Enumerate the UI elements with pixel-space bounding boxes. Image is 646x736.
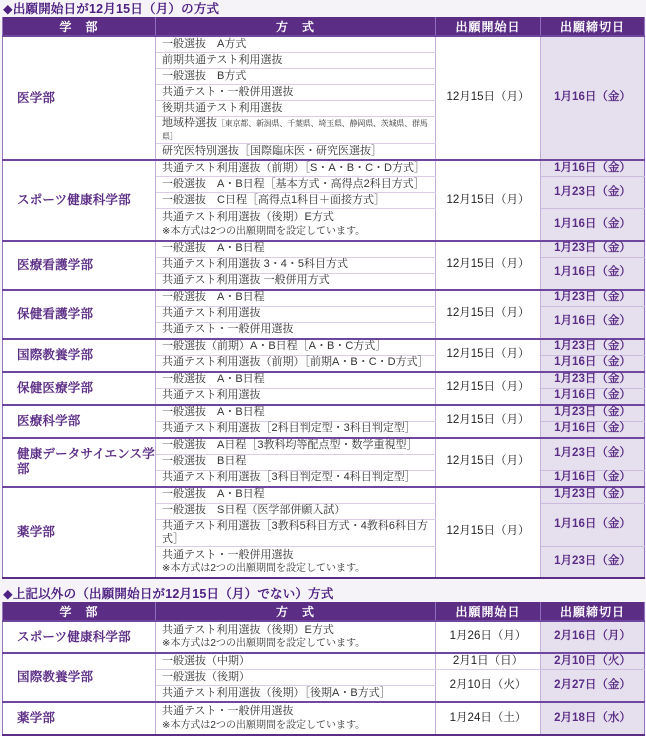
col-header-deadline: 出願締切日: [541, 602, 645, 621]
table-row: [3, 621, 645, 653]
schedule-table-2: [2, 602, 645, 735]
faculty-cell: 保健医療学部: [3, 372, 156, 405]
table-row: [3, 241, 645, 258]
method-cell: 共通テスト利用選抜［3科目判定型・4科目判定型］: [156, 470, 436, 487]
table-row: [3, 290, 645, 307]
table-row: [3, 438, 645, 455]
method-cell: 共通テスト利用選抜（後期）［後期A・B方式］: [156, 686, 436, 703]
deadline-cell: 1月16日（金）: [541, 160, 645, 177]
method-label: 地域枠選抜: [162, 117, 217, 129]
table-row: [3, 160, 645, 177]
method-note: ※本方式は2つの出願期間を設定しています。: [162, 719, 366, 731]
method-label: 共通テスト利用選抜（後期）E方式: [162, 211, 334, 224]
method-cell: 共通テスト利用選抜（前期）［前期A・B・C・D方式］: [156, 355, 436, 372]
deadline-cell: 2月18日（水）: [541, 702, 645, 734]
method-note: ※本方式は2つの出願期間を設定しています。: [162, 638, 366, 650]
method-cell: 共通テスト利用選抜 3・4・5科目方式: [156, 257, 436, 273]
start-date-cell: 1月26日（月）: [436, 621, 541, 653]
table1-header-row: [3, 17, 645, 36]
col-header-deadline: 出願締切日: [541, 17, 645, 36]
method-label: 共通テスト・一般併用選抜: [162, 548, 294, 561]
col-header-method: 方 式: [156, 17, 436, 36]
deadline-cell: 1月23日（金）: [541, 241, 645, 258]
start-date-cell: 12月15日（月）: [436, 372, 541, 405]
table-row: [3, 36, 645, 53]
faculty-cell: 医学部: [3, 36, 156, 160]
deadline-cell: 1月16日（金）: [541, 470, 645, 487]
method-cell: 共通テスト利用選抜 一般併用方式: [156, 273, 436, 290]
method-cell: 前期共通テスト利用選抜: [156, 53, 436, 69]
method-cell: 一般選抜 A・B日程: [156, 487, 436, 504]
method-cell: [156, 621, 436, 653]
start-date-cell: 12月15日（月）: [436, 405, 541, 438]
start-date-cell: 12月15日（月）: [436, 487, 541, 579]
deadline-cell: 1月16日（金）: [541, 257, 645, 290]
deadline-cell: 2月27日（金）: [541, 670, 645, 703]
method-cell: 一般選抜 A日程［3教科均等配点型・数学重視型］: [156, 438, 436, 455]
col-header-method: 方 式: [156, 602, 436, 621]
start-date-cell: 12月15日（月）: [436, 339, 541, 372]
faculty-cell: スポーツ健康科学部: [3, 160, 156, 240]
section2-title: ◆上記以外の（出願開始日が12月15日（月）でない）方式: [3, 587, 334, 602]
method-cell: 共通テスト利用選抜［2科目判定型・3科目判定型］: [156, 421, 436, 438]
start-date-cell: 12月15日（月）: [436, 36, 541, 160]
deadline-cell: 1月23日（金）: [541, 339, 645, 356]
deadline-cell: 1月16日（金）: [541, 503, 645, 546]
method-cell: 共通テスト利用選抜［3教科5科目方式・4教科6科目方式］: [156, 519, 436, 546]
faculty-cell: 医療科学部: [3, 405, 156, 438]
section1-title: ◆出願開始日が12月15日（月）の方式: [3, 2, 220, 16]
faculty-cell: 健康データサイエンス学部: [3, 438, 156, 487]
method-detail: ［東京都、新潟県、千葉県、埼玉県、静岡県、茨城県、群馬県］: [162, 119, 428, 142]
method-cell: 共通テスト利用選抜: [156, 306, 436, 322]
deadline-cell: 1月23日（金）: [541, 372, 645, 389]
deadline-cell: 1月23日（金）: [541, 487, 645, 504]
method-cell: 一般選抜 A方式: [156, 36, 436, 53]
deadline-cell: 1月16日（金）: [541, 355, 645, 372]
start-date-cell: 2月10日（火）: [436, 670, 541, 703]
deadline-cell: 1月23日（金）: [541, 177, 645, 209]
method-cell: 共通テスト・一般併用選抜: [156, 85, 436, 101]
table-row: [3, 653, 645, 670]
method-cell: [156, 209, 436, 241]
table2-header-row: [3, 602, 645, 621]
method-cell: 一般選抜（前期）A・B日程［A・B・C方式］: [156, 339, 436, 356]
method-cell: 一般選抜（後期）: [156, 670, 436, 686]
deadline-cell: 2月16日（月）: [541, 621, 645, 653]
faculty-cell: 医療看護学部: [3, 241, 156, 290]
deadline-cell: 1月16日（金）: [541, 36, 645, 160]
col-header-start: 出願開始日: [436, 602, 541, 621]
start-date-cell: 12月15日（月）: [436, 290, 541, 339]
table-row: [3, 702, 645, 734]
deadline-cell: 1月23日（金）: [541, 405, 645, 422]
method-cell: 共通テスト利用選抜（前期）［S・A・B・C・D方式］: [156, 160, 436, 177]
method-cell: [156, 546, 436, 578]
deadline-cell: 1月23日（金）: [541, 438, 645, 471]
faculty-cell: スポーツ健康科学部: [3, 621, 156, 653]
deadline-cell: 1月16日（金）: [541, 388, 645, 405]
start-date-cell: 2月1日（日）: [436, 653, 541, 670]
method-cell: [156, 117, 436, 144]
method-cell: [156, 702, 436, 734]
faculty-cell: 保健看護学部: [3, 290, 156, 339]
method-cell: 一般選抜 A・B日程: [156, 241, 436, 258]
method-cell: 一般選抜 S日程（医学部併願入試）: [156, 503, 436, 519]
table-row: [3, 339, 645, 356]
start-date-cell: 12月15日（月）: [436, 241, 541, 290]
deadline-cell: 1月16日（金）: [541, 421, 645, 438]
start-date-cell: 12月15日（月）: [436, 160, 541, 240]
method-cell: 一般選抜 B日程: [156, 454, 436, 470]
table-row: [3, 405, 645, 422]
col-header-faculty: 学 部: [3, 602, 156, 621]
deadline-cell: 1月16日（金）: [541, 306, 645, 339]
faculty-cell: 薬学部: [3, 487, 156, 579]
deadline-cell: 1月23日（金）: [541, 546, 645, 578]
method-note: ※本方式は2つの出願期間を設定しています。: [162, 225, 366, 237]
table-row: [3, 372, 645, 389]
method-cell: 一般選抜（中期）: [156, 653, 436, 670]
faculty-cell: 国際教養学部: [3, 653, 156, 702]
start-date-cell: 12月15日（月）: [436, 438, 541, 487]
col-header-faculty: 学 部: [3, 17, 156, 36]
method-cell: 一般選抜 B方式: [156, 69, 436, 85]
deadline-cell: 1月16日（金）: [541, 209, 645, 241]
deadline-cell: 2月10日（火）: [541, 653, 645, 670]
method-cell: 一般選抜 A・B日程: [156, 290, 436, 307]
method-note: ※本方式は2つの出願期間を設定しています。: [162, 563, 366, 575]
method-cell: 一般選抜 A・B日程: [156, 405, 436, 422]
table-row: [3, 487, 645, 504]
method-cell: 研究医特別選抜［国際臨床医・研究医選抜］: [156, 144, 436, 161]
method-cell: 一般選抜 A・B日程［基本方式・高得点2科目方式］: [156, 177, 436, 193]
start-date-cell: 1月24日（土）: [436, 702, 541, 734]
deadline-cell: 1月23日（金）: [541, 290, 645, 307]
schedule-table-1: [2, 17, 645, 579]
faculty-cell: 薬学部: [3, 702, 156, 734]
col-header-start: 出願開始日: [436, 17, 541, 36]
method-label: 共通テスト利用選抜（後期）E方式: [162, 624, 334, 637]
method-cell: 共通テスト・一般併用選抜: [156, 322, 436, 339]
method-cell: 後期共通テスト利用選抜: [156, 101, 436, 117]
method-cell: 一般選抜 C日程［高得点1科目＋面接方式］: [156, 193, 436, 209]
method-cell: 共通テスト利用選抜: [156, 388, 436, 405]
faculty-cell: 国際教養学部: [3, 339, 156, 372]
method-label: 共通テスト・一般併用選抜: [162, 705, 294, 718]
method-cell: 一般選抜 A・B日程: [156, 372, 436, 389]
